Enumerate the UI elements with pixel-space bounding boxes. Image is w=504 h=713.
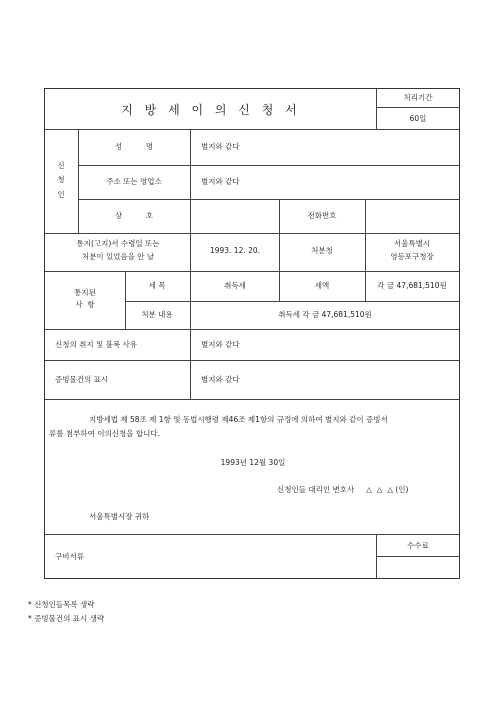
- divider: [78, 165, 460, 166]
- notified-items-label: 통지된 사 항: [74, 288, 96, 309]
- divider: [45, 534, 460, 535]
- processing-period-value: 60일: [409, 114, 427, 123]
- divider: [365, 199, 366, 271]
- disposition-content-label: 처분 내용: [141, 310, 173, 319]
- tax-item-label: 세 목: [148, 281, 166, 290]
- tax-amount-value: 각 금 47,681,510원: [377, 281, 447, 290]
- footnotes: [28, 598, 104, 625]
- processing-period-label: 처리기간: [403, 93, 433, 102]
- divider: [376, 556, 460, 557]
- divider: [376, 89, 377, 129]
- statement-line2: 류를 첨부하여 이의신청을 합니다.: [49, 429, 160, 438]
- addressee: 서울특별시장 귀하: [89, 512, 150, 521]
- evidence-label: 증빙물건의 표시: [55, 375, 109, 384]
- divider: [279, 199, 280, 271]
- name-label: 성 명: [114, 142, 154, 151]
- divider: [190, 329, 191, 399]
- divider: [376, 534, 377, 579]
- divider: [365, 271, 366, 301]
- statement-date: 1993년 12월 30일: [220, 458, 286, 467]
- footnote-item: * 증빙물건의 표시 생략: [28, 613, 105, 623]
- divider: [125, 301, 460, 302]
- notice-date-label-line2: 처분이 있었음을 안 날: [81, 252, 155, 261]
- divider: [78, 129, 79, 233]
- divider: [125, 271, 126, 329]
- divider: [45, 329, 460, 330]
- notice-date-label-line1: 통지(고지)서 수령일 또는: [76, 239, 160, 248]
- objection-form: [44, 88, 460, 579]
- name-value: 별지와 같다: [201, 142, 240, 151]
- disposition-office-label: 처분청: [311, 246, 333, 255]
- divider: [45, 233, 460, 234]
- disposition-content-value: 취득세 각 금 47,681,510원: [278, 310, 372, 319]
- divider: [376, 107, 460, 108]
- reason-value: 별지와 같다: [201, 340, 240, 349]
- divider: [78, 199, 460, 200]
- tax-amount-label: 세액: [314, 281, 330, 290]
- divider: [45, 129, 460, 130]
- signer-line: 신청인들 대리인 변호사 △ △ △ (인): [277, 485, 409, 494]
- disposition-office-line2: 영등포구청장: [390, 252, 434, 261]
- divider: [190, 129, 191, 271]
- applicant-group-label: 신 청 인: [57, 161, 65, 199]
- tax-item-value: 취득세: [224, 281, 246, 290]
- required-documents-label: 구비서류: [55, 552, 84, 561]
- fee-label: 수수료: [407, 541, 429, 550]
- divider: [279, 271, 280, 301]
- address-value: 별지와 같다: [201, 177, 240, 186]
- notice-date-value: 1993. 12. 20.: [209, 246, 261, 255]
- divider: [190, 271, 191, 329]
- divider: [45, 399, 460, 400]
- trade-name-label: 상 호: [114, 211, 154, 220]
- evidence-value: 별지와 같다: [201, 375, 240, 384]
- phone-label: 전화번호: [307, 211, 337, 220]
- divider: [45, 271, 460, 272]
- footnote-item: * 신청인들목록 생략: [28, 600, 95, 609]
- disposition-office-line1: 서울특별시: [393, 239, 431, 248]
- reason-label: 신청의 취지 및 불복 사유: [55, 340, 137, 349]
- statement-line1: 지방세법 제 58조 제 1항 및 동법시행령 제46조 제1항의 규정에 의하여 별지와 같이 증빙서: [89, 415, 388, 424]
- divider: [45, 360, 460, 361]
- address-label: 주소 또는 영업소: [106, 177, 162, 186]
- form-title: 지 방 세 이 의 신 청 서: [121, 103, 301, 117]
